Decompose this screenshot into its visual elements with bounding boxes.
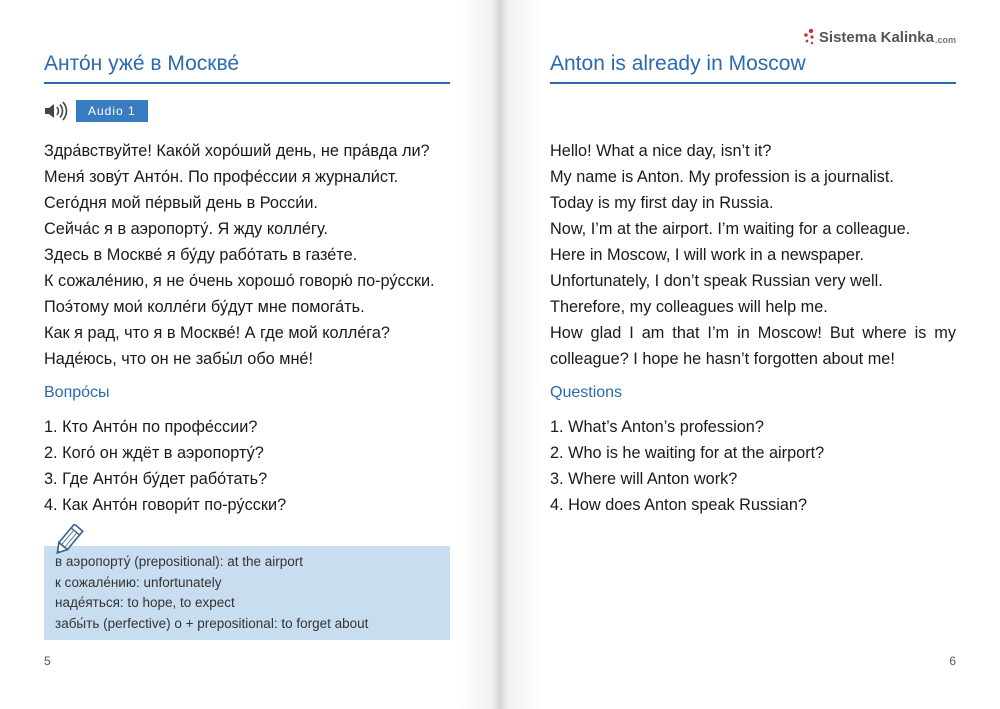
- question-item: 1. What’s Anton’s profession?: [550, 418, 764, 436]
- text-line: Как я рад, что я в Москве́! А где мой колле́га?: [44, 324, 390, 342]
- text-line: Unfortunately, I don’t speak Russian very well.: [550, 272, 883, 290]
- audio-button[interactable]: Audio 1: [76, 100, 148, 122]
- right-page: [550, 0, 956, 709]
- vocab-item: забы́ть (perfective) о + prepositional: to forget about: [55, 615, 369, 631]
- text-line: Here in Moscow, I will work in a newspaper.: [550, 246, 864, 264]
- text-line: Therefore, my colleagues will help me.: [550, 298, 828, 316]
- brand-logo: [802, 26, 956, 48]
- russian-text: [44, 138, 450, 372]
- text-line: My name is Anton. My profession is a journalist.: [550, 168, 894, 186]
- text-line: Today is my first day in Russia.: [550, 194, 774, 212]
- brand-tld: .com: [934, 34, 956, 45]
- page-number-right: 6: [949, 654, 956, 668]
- book-spine: [458, 0, 542, 709]
- questions-list: [550, 414, 956, 518]
- left-page: [44, 0, 450, 709]
- question-item: 1. Кто Анто́н по профе́ссии?: [44, 418, 258, 436]
- brand-name: Sistema Kalinka: [818, 28, 934, 46]
- question-item: 3. Где Анто́н бу́дет рабо́тать?: [44, 470, 268, 488]
- speaker-icon[interactable]: [44, 101, 68, 121]
- text-line: Hello! What a nice day, isn’t it?: [550, 142, 772, 160]
- text-line: Now, I’m at the airport. I’m waiting for a colleague.: [550, 220, 911, 238]
- pencil-icon: [50, 524, 86, 558]
- audio-control[interactable]: [44, 100, 148, 122]
- page-title-english: Anton is already in Moscow: [550, 52, 956, 84]
- brand-logo-icon: [802, 28, 816, 46]
- questions-heading: Вопро́сы: [44, 384, 110, 401]
- question-item: 4. Как Анто́н говори́т по-ру́сски?: [44, 496, 287, 514]
- text-line: Меня́ зову́т Анто́н. По профе́ссии я журнали́ст.: [44, 168, 399, 186]
- text-line: Сего́дня мой пе́рвый день в Росси́и.: [44, 194, 318, 212]
- page-title-russian: Анто́н уже́ в Москве́: [44, 52, 450, 84]
- vocab-item: наде́яться: to hope, to expect: [55, 595, 235, 610]
- vocabulary-box: [44, 546, 450, 640]
- question-item: 3. Where will Anton work?: [550, 470, 738, 488]
- text-line: Наде́юсь, что он не забы́л обо мне́!: [44, 350, 314, 368]
- question-item: 4. How does Anton speak Russian?: [550, 496, 808, 514]
- page-number-left: 5: [44, 654, 51, 668]
- question-item: 2. Кого́ он ждёт в аэропорту́?: [44, 444, 264, 462]
- text-line: How glad I am that I’m in Moscow! But where is my colleague? I hope he hasn’t forgotten about me!: [550, 324, 956, 368]
- text-line: Поэ́тому мои́ колле́ги бу́дут мне помога́ть.: [44, 298, 365, 316]
- questions-list: [44, 414, 450, 518]
- questions-heading: Questions: [550, 384, 623, 401]
- text-line: Сейча́с я в аэропорту́. Я жду колле́гу.: [44, 220, 328, 238]
- vocab-item: к сожале́нию: unfortunately: [55, 574, 222, 590]
- vocab-item: в аэропорту́ (prepositional): at the airport: [55, 554, 304, 569]
- text-line: Здра́вствуйте! Како́й хоро́ший день, не пра́вда ли?: [44, 142, 430, 160]
- text-line: К сожале́нию, я не о́чень хорошо́ говорю́ по-ру́сски.: [44, 272, 435, 290]
- question-item: 2. Who is he waiting for at the airport?: [550, 444, 825, 462]
- english-text: [550, 138, 956, 372]
- text-line: Здесь в Москве́ я бу́ду рабо́тать в газе́те.: [44, 246, 358, 264]
- vocabulary-list: [44, 546, 450, 634]
